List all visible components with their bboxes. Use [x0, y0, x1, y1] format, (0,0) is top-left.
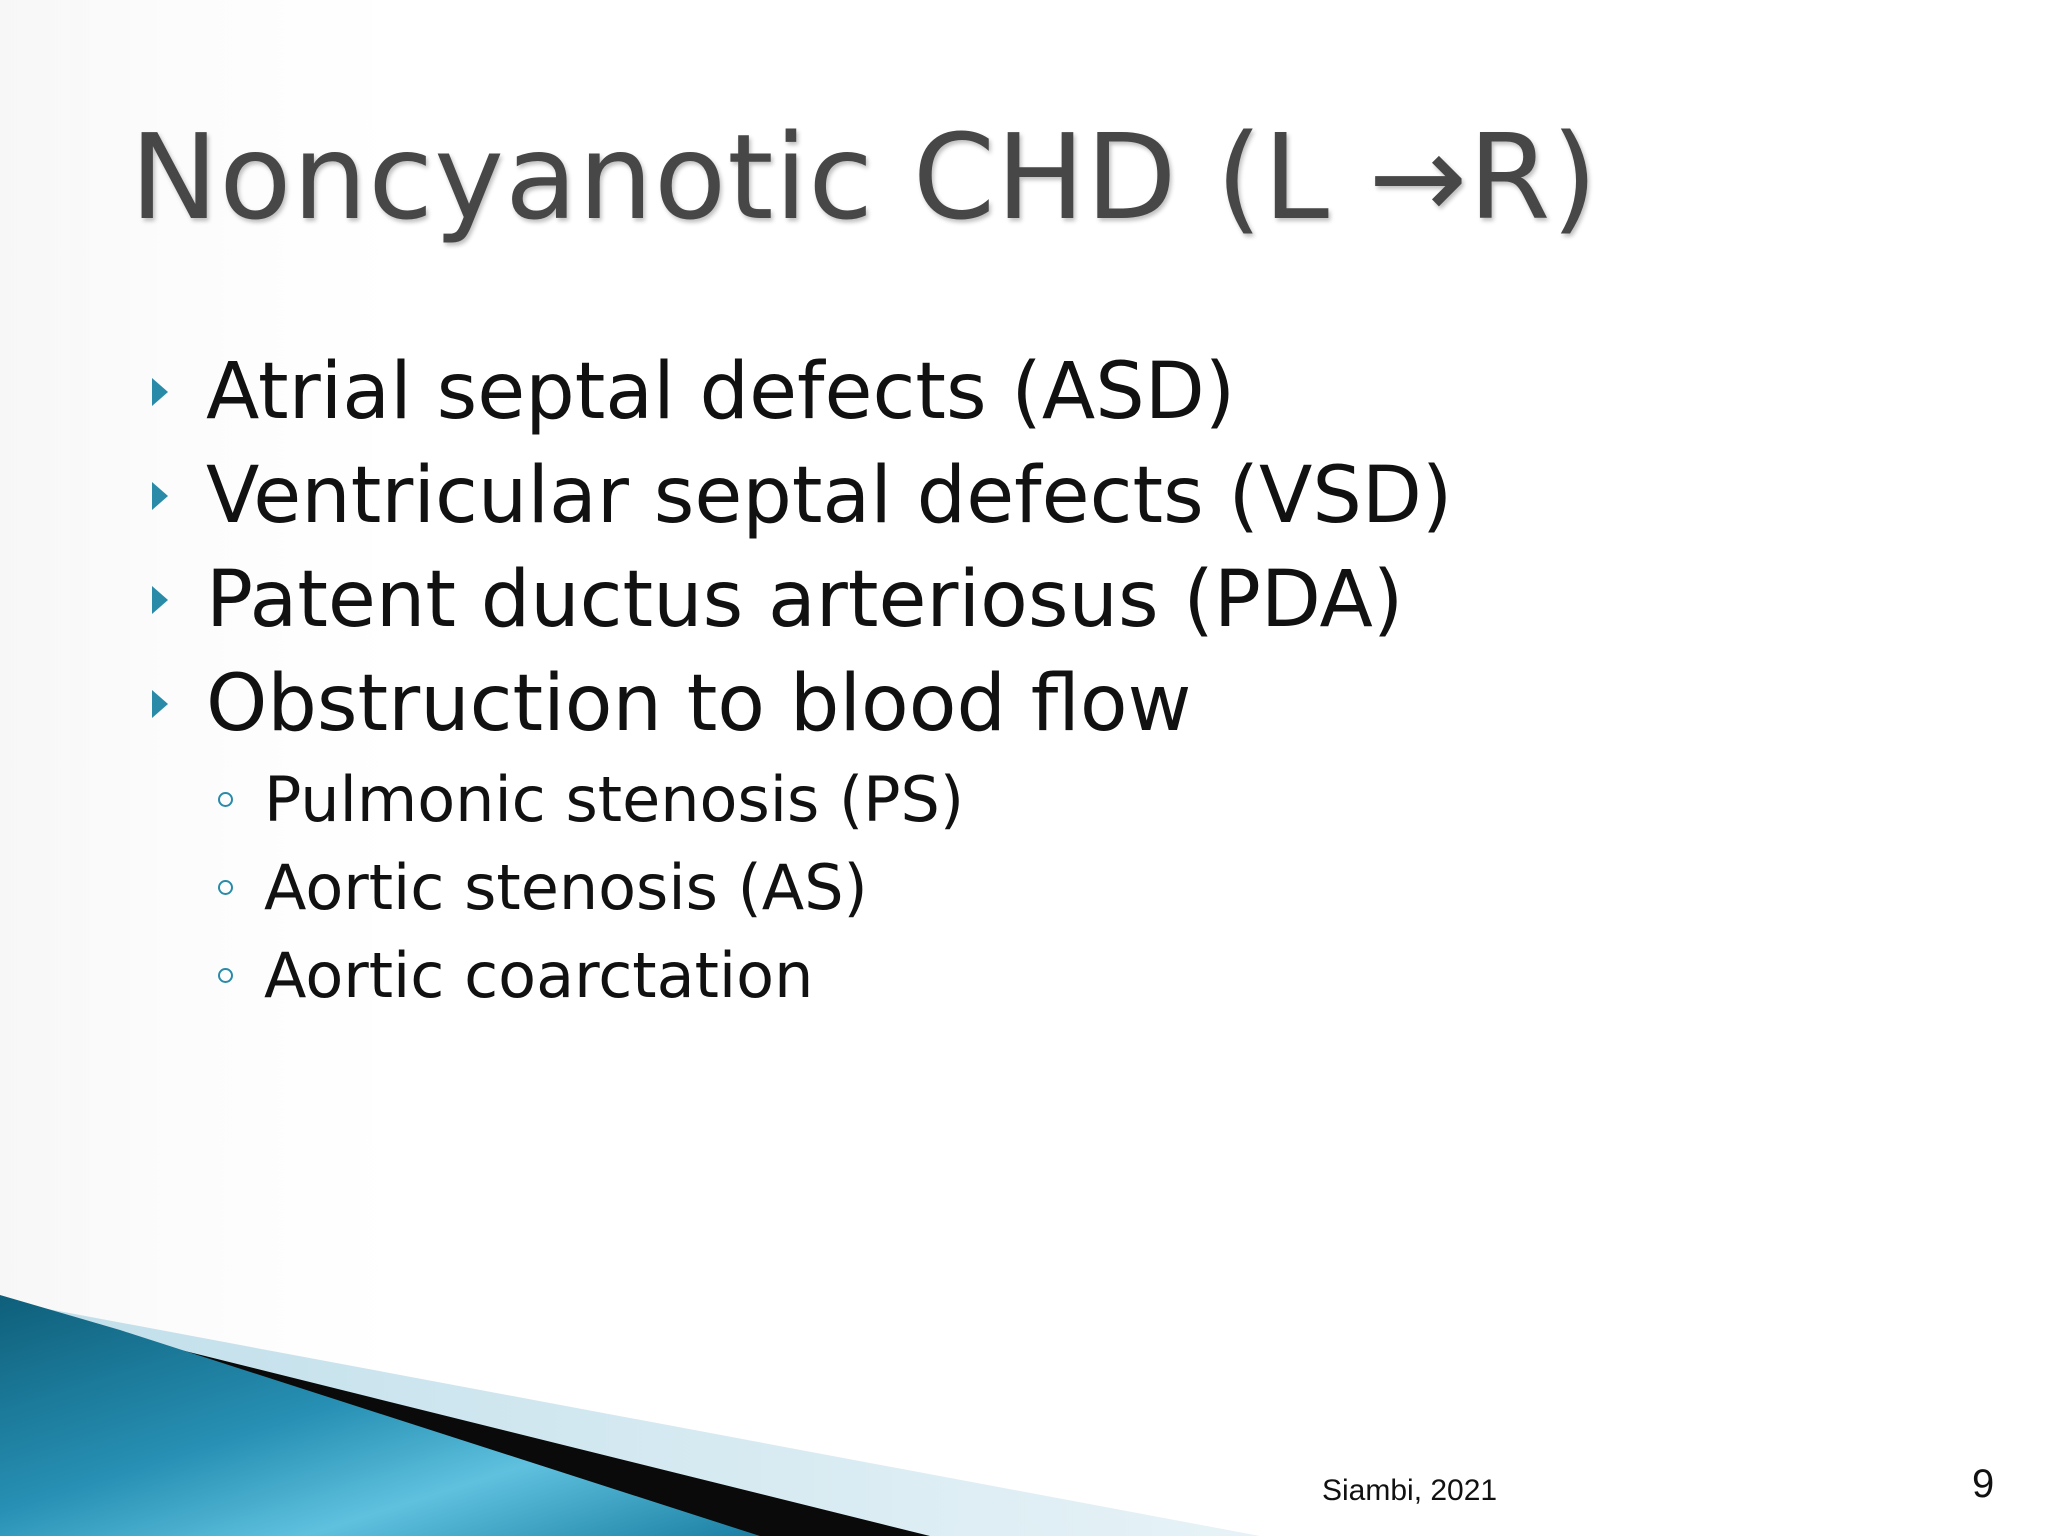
bullet-item: [150, 444, 1850, 548]
triangle-bullet-icon: [152, 482, 168, 510]
bullet-list: [150, 340, 1850, 1020]
sub-bullet-item: [150, 932, 1850, 1020]
slide-title: Noncyanotic CHD (L →R): [130, 108, 1599, 246]
circle-bullet-icon: [218, 880, 233, 895]
sub-bullet-list: [150, 756, 1850, 1020]
circle-bullet-icon: [218, 792, 233, 807]
bullet-text: Atrial septal defects (ASD): [206, 347, 1236, 437]
sub-bullet-text: Aortic stenosis (AS): [264, 851, 868, 924]
triangle-bullet-icon: [152, 690, 168, 718]
page-number: 9: [1972, 1462, 1995, 1506]
bullet-item: [150, 652, 1850, 756]
bullet-text: Patent ductus arteriosus (PDA): [206, 555, 1404, 645]
bullet-item: [150, 340, 1850, 444]
bullet-text: Obstruction to blood flow: [206, 659, 1192, 749]
sub-bullet-text: Aortic coarctation: [264, 939, 814, 1012]
sub-bullet-item: [150, 844, 1850, 932]
footer-text: Siambi, 2021: [1322, 1474, 1498, 1507]
triangle-bullet-icon: [152, 586, 168, 614]
triangle-bullet-icon: [152, 378, 168, 406]
sub-bullet-text: Pulmonic stenosis (PS): [264, 763, 965, 836]
bullet-item: [150, 548, 1850, 652]
sub-bullet-item: [150, 756, 1850, 844]
circle-bullet-icon: [218, 968, 233, 983]
bullet-text: Ventricular septal defects (VSD): [206, 451, 1453, 541]
